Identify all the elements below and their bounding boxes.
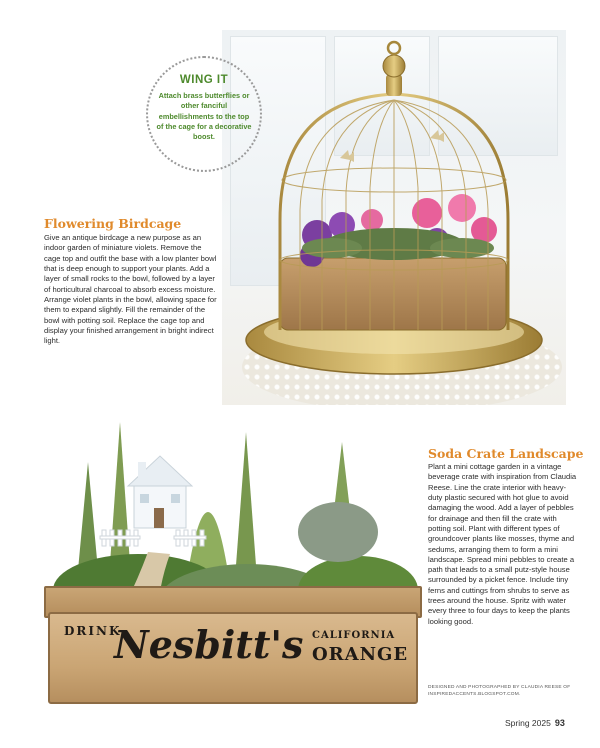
wooden-crate [48, 612, 418, 704]
article-title-crate: Soda Crate Landscape [428, 446, 584, 461]
soda-crate-photo [38, 412, 426, 712]
crate-word-california: CALIFORNIA [312, 630, 396, 641]
birdcage-illustration [222, 30, 566, 405]
article-body-crate: Plant a mini cottage garden in a vintage beverage crate with inspiration from Claudia Reese. Line the crate interior with heavy-duty plastic secured with hot glue to avoid damaging the wood. Add a layer of pebbles for drainage and then fill the crate with potting soil. Plant with different types of groundcover plants like mosses, thyme and sedums, arranging them to form a mini landscape. Spread mini pebbles to create a path that leads to a small putz-style house surrounded by a picket fence. Include tiny ferns and cuttings from shrubs to serve as trees around the house. Spritz with water every three to four days to keep the plants looking good. [428, 462, 577, 626]
article-body-birdcage: Give an antique birdcage a new purpose as an indoor garden of miniature violets. Remove the cage top and outfit the base with a low planter bowl that is deep enough to support your plants. Add a layer of small rocks to the bowl, followed by a layer of horticultural charcoal to absorb excess moisture. Arrange violet plants in the bowl, allowing space for them to expand slightly. Fill the remainder of the bowl with potting soil. Replace the cage top and display your finished arrangement in bright indirect light. [44, 233, 217, 346]
callout-title: WING IT [179, 74, 229, 86]
crate-word-brand: Nesbitt's [114, 622, 304, 667]
article-title-birdcage: Flowering Birdcage [44, 216, 182, 231]
photo-credit: DESIGNED AND PHOTOGRAPHED BY CLAUDIA REESE OF INSPIREDACCENTS.BLOGSPOT.COM. [428, 685, 571, 697]
callout-body: Attach brass butterflies or other fanciful embellishments to the top of the cage for a decorative boost. [156, 91, 252, 142]
issue-label: Spring 2025 [505, 718, 551, 728]
birdcage-photo [222, 30, 566, 405]
crate-word-drink: DRINK [64, 624, 122, 638]
crate-word-orange: ORANGE [312, 644, 409, 665]
wing-it-callout [146, 56, 262, 172]
page-folio [505, 718, 565, 728]
page-number: 93 [554, 718, 565, 728]
